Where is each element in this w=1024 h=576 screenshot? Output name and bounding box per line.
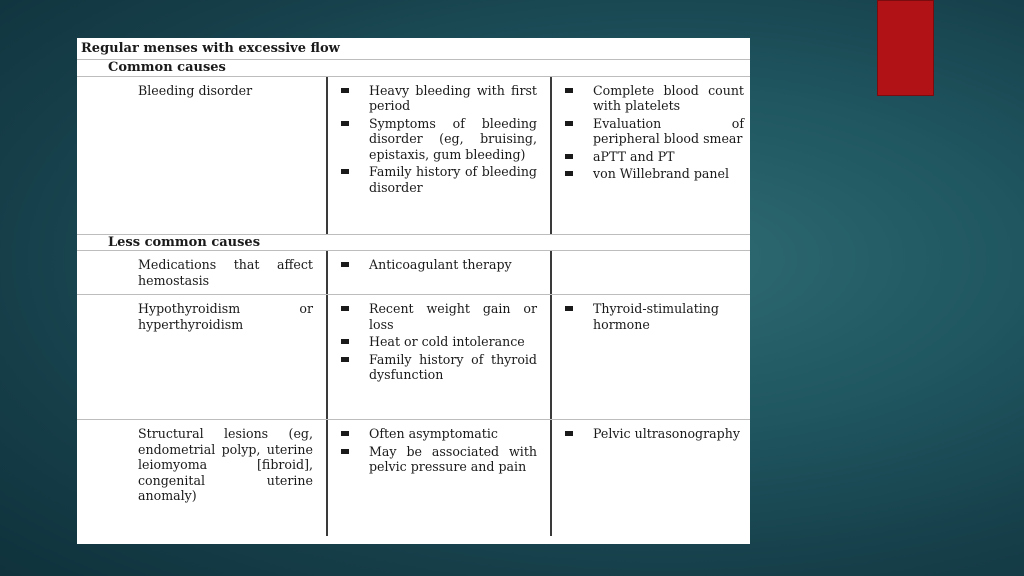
tests-cell bbox=[550, 295, 750, 419]
list-item: Heat or cold intolerance bbox=[339, 334, 537, 350]
list-item: von Willebrand panel bbox=[563, 166, 744, 182]
list-item: Family history of thyroid dysfunction bbox=[339, 352, 537, 383]
findings-cell bbox=[326, 295, 550, 419]
findings-cell bbox=[326, 77, 550, 234]
table-row bbox=[77, 420, 750, 536]
list-item: Symptoms of bleeding disorder (eg, bruising, epistaxis, gum bleeding) bbox=[339, 116, 537, 163]
table-row bbox=[77, 77, 750, 235]
list-item: Often asymptomatic bbox=[339, 426, 537, 442]
list-item: Thyroid-stimulating hormone bbox=[563, 301, 744, 332]
section-heading-less-common: Less common causes bbox=[77, 235, 750, 252]
cause-cell: Bleeding disorder bbox=[138, 82, 253, 98]
section-heading-common: Common causes bbox=[77, 60, 750, 77]
list-item: May be associated with pelvic pressure and pain bbox=[339, 444, 537, 475]
cause-cell: Structural lesions (eg, endometrial polyp, uterine leiomyoma [fibroid], congenital uterine anomaly) bbox=[138, 426, 313, 503]
list-item: aPTT and PT bbox=[563, 149, 744, 165]
list-item: Recent weight gain or loss bbox=[339, 301, 537, 332]
red-accent-tab bbox=[877, 0, 934, 96]
tests-cell bbox=[550, 420, 750, 536]
tests-cell bbox=[550, 77, 750, 234]
tests-cell bbox=[550, 251, 750, 294]
list-item: Complete blood count with platelets bbox=[563, 83, 744, 114]
list-item: Family history of bleeding disorder bbox=[339, 164, 537, 195]
list-item: Evaluation of peripheral blood smear bbox=[563, 116, 744, 147]
table-row bbox=[77, 251, 750, 295]
findings-cell bbox=[326, 251, 550, 294]
list-item: Heavy bleeding with first period bbox=[339, 83, 537, 114]
list-item: Pelvic ultrasonography bbox=[563, 426, 744, 442]
cause-cell: Medications that affect hemostasis bbox=[138, 257, 313, 288]
causes-table bbox=[77, 38, 750, 544]
list-item: Anticoagulant therapy bbox=[339, 257, 537, 273]
table-row bbox=[77, 295, 750, 420]
cause-cell: Hypothyroidism or hyperthyroidism bbox=[138, 301, 313, 332]
findings-cell bbox=[326, 420, 550, 536]
table-title: Regular menses with excessive flow bbox=[77, 38, 750, 60]
